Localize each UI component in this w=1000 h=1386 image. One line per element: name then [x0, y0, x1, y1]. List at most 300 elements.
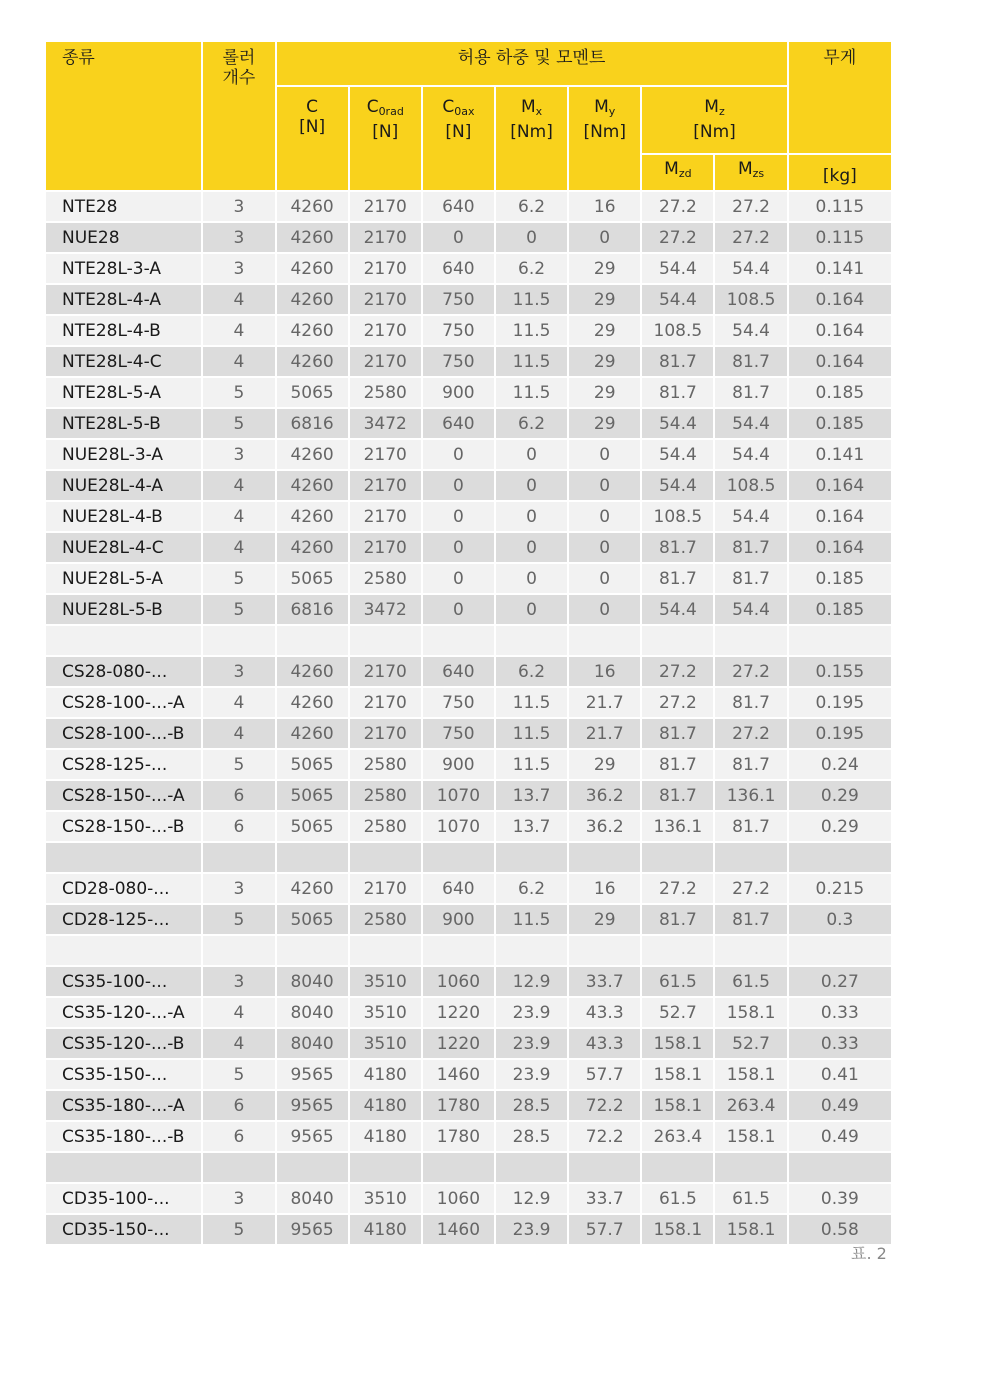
cell-mzs: 108.5	[715, 285, 786, 314]
cell-mzs: 158.1	[715, 1060, 786, 1089]
cell-c: 4260	[277, 440, 348, 469]
cell-my: 57.7	[569, 1215, 640, 1244]
header-mx-unit: [Nm]	[510, 122, 553, 142]
table-row	[46, 502, 891, 531]
cell-my: 16	[569, 657, 640, 686]
cell-mzs: 54.4	[715, 316, 786, 345]
cell-c: 4260	[277, 471, 348, 500]
cell-c: 5065	[277, 564, 348, 593]
cell-roller-count: 5	[203, 595, 274, 624]
table-row	[46, 657, 891, 686]
cell-weight: 0.39	[789, 1184, 891, 1213]
cell-c0ax: 750	[423, 719, 494, 748]
cell-type: NTE28L-4-A	[46, 285, 201, 314]
table-row	[46, 719, 891, 748]
cell-my	[569, 626, 640, 655]
cell-c: 8040	[277, 998, 348, 1027]
table-row	[46, 905, 891, 934]
cell-mzs: 158.1	[715, 1215, 786, 1244]
cell-c0rad: 2580	[350, 564, 421, 593]
cell-c0rad: 4180	[350, 1215, 421, 1244]
cell-c0ax: 750	[423, 688, 494, 717]
cell-c0rad: 2170	[350, 688, 421, 717]
cell-mx: 23.9	[496, 1215, 567, 1244]
cell-mzs: 81.7	[715, 347, 786, 376]
cell-c0ax: 1460	[423, 1215, 494, 1244]
cell-c0ax: 750	[423, 347, 494, 376]
cell-my: 29	[569, 409, 640, 438]
cell-my: 0	[569, 564, 640, 593]
cell-weight	[789, 1153, 891, 1182]
cell-mzd: 54.4	[642, 595, 713, 624]
spec-table	[44, 40, 893, 1246]
table-row	[46, 285, 891, 314]
cell-c0ax: 900	[423, 378, 494, 407]
cell-weight: 0.58	[789, 1215, 891, 1244]
cell-mzs	[715, 1153, 786, 1182]
table-row	[46, 874, 891, 903]
cell-mzs: 54.4	[715, 440, 786, 469]
cell-roller-count: 4	[203, 719, 274, 748]
header-mzd-symbol: M	[664, 159, 679, 179]
cell-my: 0	[569, 471, 640, 500]
cell-c: 9565	[277, 1060, 348, 1089]
cell-mzd: 54.4	[642, 254, 713, 283]
cell-mx: 11.5	[496, 750, 567, 779]
cell-roller-count: 3	[203, 440, 274, 469]
header-c0ax-unit: [N]	[445, 122, 472, 142]
cell-roller-count: 5	[203, 1060, 274, 1089]
cell-mzd: 81.7	[642, 750, 713, 779]
cell-c0rad	[350, 626, 421, 655]
table-row	[46, 688, 891, 717]
header-mzs	[715, 155, 786, 190]
cell-roller-count: 3	[203, 967, 274, 996]
cell-c0rad: 2170	[350, 657, 421, 686]
cell-my: 0	[569, 440, 640, 469]
cell-c0rad: 4180	[350, 1122, 421, 1151]
cell-c0ax: 1780	[423, 1122, 494, 1151]
cell-c0rad: 2580	[350, 905, 421, 934]
cell-weight	[789, 626, 891, 655]
cell-weight: 0.164	[789, 471, 891, 500]
header-mz	[642, 87, 786, 153]
cell-roller-count: 3	[203, 874, 274, 903]
cell-c0ax: 0	[423, 471, 494, 500]
cell-c0ax: 1060	[423, 967, 494, 996]
cell-my: 29	[569, 347, 640, 376]
header-c0ax-subscript: 0ax	[454, 105, 475, 118]
cell-mzs: 263.4	[715, 1091, 786, 1120]
cell-type: CS35-180-...-A	[46, 1091, 201, 1120]
cell-mzd: 158.1	[642, 1029, 713, 1058]
cell-c0ax: 0	[423, 223, 494, 252]
header-mx-subscript: x	[535, 105, 543, 118]
cell-c0ax: 1070	[423, 812, 494, 841]
header-c0ax	[423, 87, 494, 190]
cell-c0ax: 640	[423, 409, 494, 438]
cell-my: 29	[569, 750, 640, 779]
cell-c0ax: 1780	[423, 1091, 494, 1120]
cell-c: 4260	[277, 254, 348, 283]
cell-c: 4260	[277, 192, 348, 221]
cell-mzs: 54.4	[715, 595, 786, 624]
cell-mzd: 54.4	[642, 409, 713, 438]
table-label: 표. 2	[851, 1244, 887, 1263]
cell-c: 6816	[277, 595, 348, 624]
cell-my: 0	[569, 595, 640, 624]
cell-roller-count: 3	[203, 1184, 274, 1213]
cell-my: 29	[569, 254, 640, 283]
cell-mzd: 27.2	[642, 657, 713, 686]
cell-weight: 0.195	[789, 719, 891, 748]
cell-c0rad: 4180	[350, 1091, 421, 1120]
table-row	[46, 1184, 891, 1213]
cell-my: 16	[569, 192, 640, 221]
cell-weight: 0.49	[789, 1122, 891, 1151]
cell-mzd: 81.7	[642, 533, 713, 562]
cell-weight: 0.27	[789, 967, 891, 996]
cell-mx	[496, 936, 567, 965]
cell-c0rad: 2170	[350, 316, 421, 345]
cell-c0rad	[350, 936, 421, 965]
cell-my: 43.3	[569, 998, 640, 1027]
cell-c0rad	[350, 843, 421, 872]
cell-mzs: 81.7	[715, 688, 786, 717]
cell-type: CS35-180-...-B	[46, 1122, 201, 1151]
cell-mzs: 52.7	[715, 1029, 786, 1058]
cell-type: CS28-150-...-A	[46, 781, 201, 810]
cell-roller-count: 3	[203, 223, 274, 252]
cell-type	[46, 626, 201, 655]
cell-my: 29	[569, 905, 640, 934]
cell-c0ax: 0	[423, 564, 494, 593]
cell-c0ax	[423, 936, 494, 965]
cell-c: 8040	[277, 967, 348, 996]
cell-mzs	[715, 626, 786, 655]
cell-c: 4260	[277, 285, 348, 314]
cell-roller-count: 3	[203, 657, 274, 686]
cell-c	[277, 843, 348, 872]
header-mzs-subscript: zs	[752, 167, 765, 180]
cell-mzd: 263.4	[642, 1122, 713, 1151]
table-row	[46, 967, 891, 996]
cell-weight: 0.185	[789, 595, 891, 624]
header-mzd-subscript: zd	[678, 167, 692, 180]
table-row	[46, 1060, 891, 1089]
cell-weight: 0.49	[789, 1091, 891, 1120]
cell-mx: 6.2	[496, 192, 567, 221]
cell-roller-count: 5	[203, 564, 274, 593]
cell-type: NUE28L-3-A	[46, 440, 201, 469]
cell-c: 9565	[277, 1215, 348, 1244]
table-row	[46, 192, 891, 221]
cell-c: 5065	[277, 750, 348, 779]
header-c-unit: [N]	[299, 117, 326, 137]
cell-c0rad: 2580	[350, 378, 421, 407]
cell-mzd	[642, 843, 713, 872]
cell-mx: 6.2	[496, 657, 567, 686]
cell-type: NTE28	[46, 192, 201, 221]
cell-c: 4260	[277, 874, 348, 903]
cell-c: 4260	[277, 533, 348, 562]
cell-weight: 0.155	[789, 657, 891, 686]
cell-my: 36.2	[569, 812, 640, 841]
header-roller-count: 롤러 개수	[203, 42, 274, 190]
cell-mx: 0	[496, 533, 567, 562]
cell-roller-count: 4	[203, 316, 274, 345]
cell-c0rad: 2170	[350, 874, 421, 903]
cell-roller-count: 6	[203, 1091, 274, 1120]
cell-mzs: 27.2	[715, 874, 786, 903]
cell-type: CS35-100-...	[46, 967, 201, 996]
cell-mzs: 81.7	[715, 750, 786, 779]
header-mzs-symbol: M	[737, 159, 753, 179]
cell-mx	[496, 1153, 567, 1182]
table-row	[46, 936, 891, 965]
cell-weight: 0.164	[789, 285, 891, 314]
table-row	[46, 812, 891, 841]
cell-mzd: 54.4	[642, 440, 713, 469]
cell-mx: 12.9	[496, 967, 567, 996]
cell-my: 72.2	[569, 1122, 640, 1151]
cell-my: 0	[569, 502, 640, 531]
cell-mzs: 81.7	[715, 533, 786, 562]
cell-roller-count: 6	[203, 781, 274, 810]
header-c	[277, 87, 348, 190]
cell-mzs	[715, 843, 786, 872]
cell-weight: 0.41	[789, 1060, 891, 1089]
cell-type: CS35-120-...-B	[46, 1029, 201, 1058]
cell-mx: 6.2	[496, 409, 567, 438]
cell-roller-count	[203, 626, 274, 655]
cell-weight: 0.164	[789, 347, 891, 376]
cell-mzs: 81.7	[715, 564, 786, 593]
cell-mx: 12.9	[496, 1184, 567, 1213]
cell-c: 4260	[277, 688, 348, 717]
cell-mzd: 158.1	[642, 1215, 713, 1244]
cell-mx: 6.2	[496, 874, 567, 903]
header-allowable-load-moment: 허용 하중 및 모멘트	[277, 42, 787, 85]
cell-c0ax: 1220	[423, 998, 494, 1027]
cell-my	[569, 843, 640, 872]
cell-mzs: 54.4	[715, 502, 786, 531]
cell-c0rad: 2580	[350, 750, 421, 779]
cell-my: 0	[569, 223, 640, 252]
cell-mx: 11.5	[496, 719, 567, 748]
cell-weight: 0.24	[789, 750, 891, 779]
cell-mx: 0	[496, 223, 567, 252]
cell-roller-count: 5	[203, 378, 274, 407]
cell-mzd: 27.2	[642, 223, 713, 252]
cell-weight: 0.185	[789, 378, 891, 407]
header-c0ax-symbol: C	[442, 97, 455, 117]
cell-mzd: 108.5	[642, 316, 713, 345]
cell-c	[277, 1153, 348, 1182]
cell-weight: 0.33	[789, 1029, 891, 1058]
cell-c: 4260	[277, 719, 348, 748]
table-body	[46, 192, 891, 1244]
table-row	[46, 347, 891, 376]
cell-roller-count: 4	[203, 533, 274, 562]
cell-weight: 0.141	[789, 440, 891, 469]
cell-c0rad: 2170	[350, 192, 421, 221]
cell-weight: 0.29	[789, 781, 891, 810]
cell-c: 5065	[277, 781, 348, 810]
cell-c: 8040	[277, 1029, 348, 1058]
cell-my	[569, 936, 640, 965]
cell-mx: 13.7	[496, 812, 567, 841]
cell-roller-count: 6	[203, 812, 274, 841]
cell-type: NUE28	[46, 223, 201, 252]
cell-mzd: 136.1	[642, 812, 713, 841]
cell-c0ax: 640	[423, 254, 494, 283]
cell-type	[46, 936, 201, 965]
cell-weight: 0.115	[789, 223, 891, 252]
cell-mx: 28.5	[496, 1091, 567, 1120]
cell-c0rad: 2170	[350, 223, 421, 252]
cell-type: CS28-080-...	[46, 657, 201, 686]
cell-roller-count	[203, 843, 274, 872]
cell-roller-count: 5	[203, 409, 274, 438]
cell-mzs: 81.7	[715, 905, 786, 934]
header-mx	[496, 87, 567, 190]
cell-mx: 28.5	[496, 1122, 567, 1151]
cell-c0ax: 1220	[423, 1029, 494, 1058]
cell-my: 72.2	[569, 1091, 640, 1120]
cell-weight: 0.215	[789, 874, 891, 903]
header-my-subscript: y	[608, 105, 616, 118]
cell-mx: 0	[496, 440, 567, 469]
cell-mzd	[642, 1153, 713, 1182]
cell-mzd	[642, 936, 713, 965]
cell-mzs: 27.2	[715, 719, 786, 748]
cell-mx: 23.9	[496, 1060, 567, 1089]
cell-roller-count: 3	[203, 254, 274, 283]
cell-c0ax: 900	[423, 905, 494, 934]
cell-c0ax: 1460	[423, 1060, 494, 1089]
cell-my: 57.7	[569, 1060, 640, 1089]
cell-mzd: 27.2	[642, 192, 713, 221]
cell-type: NUE28L-4-B	[46, 502, 201, 531]
cell-roller-count: 4	[203, 1029, 274, 1058]
cell-mzd: 108.5	[642, 502, 713, 531]
cell-roller-count: 5	[203, 1215, 274, 1244]
cell-my: 33.7	[569, 967, 640, 996]
cell-type: CS35-150-...	[46, 1060, 201, 1089]
table-row	[46, 533, 891, 562]
cell-c0rad: 3510	[350, 1029, 421, 1058]
cell-c: 4260	[277, 223, 348, 252]
cell-type: NUE28L-4-A	[46, 471, 201, 500]
cell-mzd: 81.7	[642, 347, 713, 376]
header-my	[569, 87, 640, 190]
cell-mzs: 27.2	[715, 223, 786, 252]
cell-c0rad: 3472	[350, 409, 421, 438]
cell-c0rad: 2170	[350, 440, 421, 469]
cell-c: 4260	[277, 347, 348, 376]
cell-c0ax	[423, 1153, 494, 1182]
table-row	[46, 1215, 891, 1244]
cell-roller-count: 6	[203, 1122, 274, 1151]
cell-mzd: 61.5	[642, 1184, 713, 1213]
cell-type: CS28-150-...-B	[46, 812, 201, 841]
cell-weight	[789, 843, 891, 872]
cell-mzs: 136.1	[715, 781, 786, 810]
cell-roller-count: 4	[203, 998, 274, 1027]
cell-roller-count: 5	[203, 750, 274, 779]
cell-roller-count: 4	[203, 502, 274, 531]
cell-weight: 0.33	[789, 998, 891, 1027]
cell-c: 4260	[277, 657, 348, 686]
cell-c0ax: 750	[423, 316, 494, 345]
cell-my: 21.7	[569, 719, 640, 748]
cell-weight: 0.29	[789, 812, 891, 841]
cell-mzd: 52.7	[642, 998, 713, 1027]
table-row	[46, 1153, 891, 1182]
cell-c: 5065	[277, 812, 348, 841]
cell-mzd: 61.5	[642, 967, 713, 996]
cell-mzd: 158.1	[642, 1060, 713, 1089]
cell-c0ax	[423, 626, 494, 655]
table-row	[46, 223, 891, 252]
cell-type: CD35-100-...	[46, 1184, 201, 1213]
table-row	[46, 471, 891, 500]
cell-mzs: 54.4	[715, 409, 786, 438]
cell-c0rad: 2170	[350, 347, 421, 376]
cell-mzd: 54.4	[642, 285, 713, 314]
cell-c: 6816	[277, 409, 348, 438]
cell-c0rad: 3510	[350, 967, 421, 996]
cell-c: 9565	[277, 1091, 348, 1120]
table-row	[46, 564, 891, 593]
header-mzd	[642, 155, 713, 190]
cell-c0rad: 3510	[350, 1184, 421, 1213]
cell-mzd: 54.4	[642, 471, 713, 500]
cell-type: CS35-120-...-A	[46, 998, 201, 1027]
cell-roller-count: 5	[203, 905, 274, 934]
cell-roller-count: 4	[203, 347, 274, 376]
cell-type: NTE28L-4-B	[46, 316, 201, 345]
cell-mzs: 61.5	[715, 967, 786, 996]
header-c0rad-symbol: C	[366, 97, 379, 117]
cell-mzs: 27.2	[715, 192, 786, 221]
cell-c0rad: 2580	[350, 781, 421, 810]
table-row	[46, 1029, 891, 1058]
table-row	[46, 254, 891, 283]
header-c0rad-subscript: 0rad	[378, 105, 404, 118]
cell-c0rad: 2170	[350, 471, 421, 500]
table-row	[46, 843, 891, 872]
cell-mx: 0	[496, 564, 567, 593]
cell-type	[46, 1153, 201, 1182]
cell-mzs: 108.5	[715, 471, 786, 500]
table-row	[46, 998, 891, 1027]
cell-roller-count: 3	[203, 192, 274, 221]
table-row	[46, 1122, 891, 1151]
cell-c0ax: 900	[423, 750, 494, 779]
cell-roller-count: 4	[203, 471, 274, 500]
cell-c0rad: 4180	[350, 1060, 421, 1089]
cell-mzs: 54.4	[715, 254, 786, 283]
cell-mzd: 81.7	[642, 564, 713, 593]
cell-c0rad: 2170	[350, 254, 421, 283]
table-row	[46, 378, 891, 407]
cell-c: 4260	[277, 316, 348, 345]
cell-weight: 0.164	[789, 533, 891, 562]
cell-c: 5065	[277, 378, 348, 407]
cell-mx: 23.9	[496, 1029, 567, 1058]
